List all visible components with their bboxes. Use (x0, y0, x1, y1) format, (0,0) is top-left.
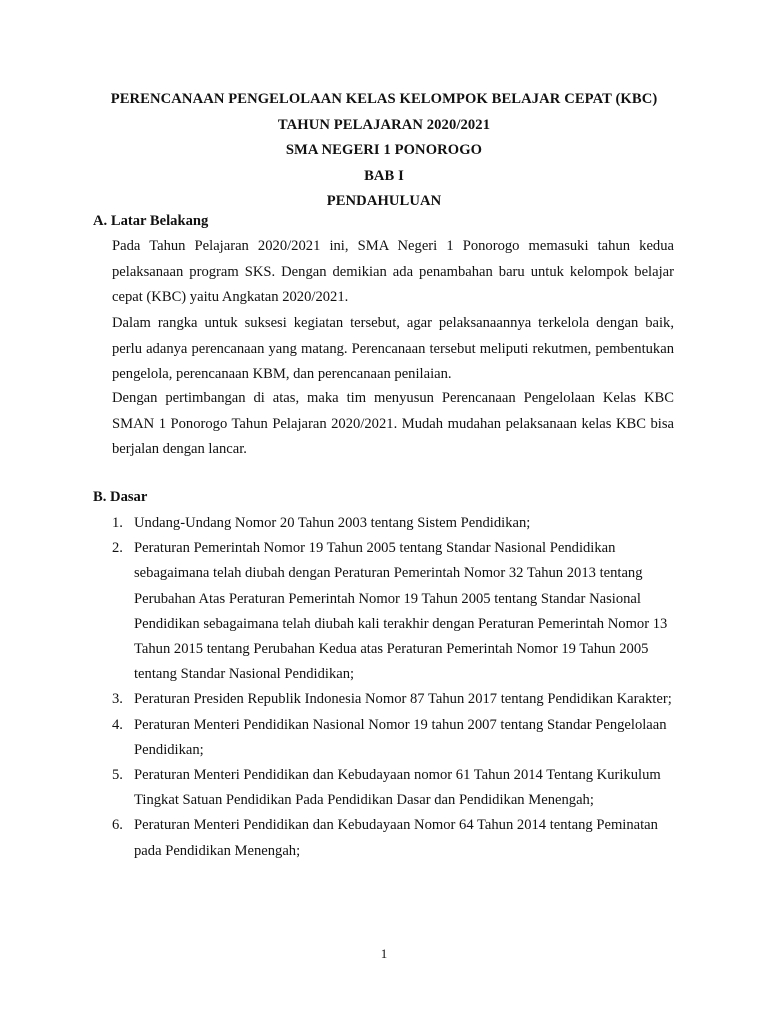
section-a-heading: A. Latar Belakang (93, 213, 209, 229)
title-line-1: PERENCANAAN PENGELOLAAN KELAS KELOMPOK BELAJAR CEPAT (KBC) (110, 91, 658, 107)
section-b-heading: B. Dasar (93, 489, 148, 505)
list-item-number: 4. (112, 716, 123, 733)
list-item (112, 536, 672, 687)
list-item-text: Peraturan Menteri Pendidikan Nasional Nomor 19 tahun 2007 tentang Standar Pengelolaan Pendidikan; (134, 716, 667, 758)
background-paragraph-1: Pada Tahun Pelajaran 2020/2021 ini, SMA Negeri 1 Ponorogo memasuki tahun kedua pelaksanaan program SKS. Dengan demikian ada penambahan baru untuk kelompok belajar cepat (KBC) yaitu Angkatan 2020/2021. (112, 238, 674, 306)
list-item (112, 813, 672, 863)
legal-basis-list (112, 511, 672, 864)
background-paragraph-3: Dengan pertimbangan di atas, maka tim menyusun Perencanaan Pengelolaan Kelas KBC SMAN 1 Ponorogo Tahun Pelajaran 2020/2021. Mudah mudahan pelaksanaan kelas KBC bisa berjalan dengan lancar. (112, 390, 674, 458)
list-item (112, 713, 672, 763)
list-item-number: 2. (112, 540, 123, 557)
list-item-number: 1. (112, 515, 123, 531)
list-item (112, 511, 672, 536)
chapter-title: PENDAHULUAN (326, 193, 442, 209)
document-title (0, 87, 768, 215)
list-item (112, 763, 672, 813)
page-number: 1 (380, 946, 388, 961)
list-item-number: 5. (112, 767, 123, 784)
list-item-text: Undang-Undang Nomor 20 Tahun 2003 tentang Sistem Pendidikan; (134, 515, 531, 531)
list-item-text: Peraturan Menteri Pendidikan dan Kebudayaan nomor 61 Tahun 2014 Tentang Kurikulum Tingkat Satuan Pendidikan Pada Pendidikan Dasar dan Pendidikan Menengah; (134, 767, 661, 809)
list-item-number: 3. (112, 691, 123, 708)
background-paragraph-2: Dalam rangka untuk suksesi kegiatan tersebut, agar pelaksanaannya terkelola dengan baik, perlu adanya perencanaan yang matang. Perencanaan tersebut meliputi rekutmen, pembentukan pengelola, perencanaan KBM, dan perencanaan penilaian. (112, 315, 674, 383)
list-item (112, 687, 672, 712)
list-item-text: Peraturan Presiden Republik Indonesia Nomor 87 Tahun 2017 tentang Pendidikan Karakter; (134, 691, 672, 708)
title-line-3: SMA NEGERI 1 PONOROGO (285, 142, 483, 158)
list-item-text: Peraturan Menteri Pendidikan dan Kebudayaan Nomor 64 Tahun 2014 tentang Peminatan pada Pendidikan Menengah; (134, 817, 658, 859)
chapter-number: BAB I (364, 167, 404, 184)
list-item-number: 6. (112, 817, 123, 834)
title-line-2: TAHUN PELAJARAN 2020/2021 (277, 116, 491, 133)
list-item-text: Peraturan Pemerintah Nomor 19 Tahun 2005 tentang Standar Nasional Pendidikan sebagaimana telah diubah dengan Peraturan Pemerintah Nomor 32 Tahun 2013 tentang Perubahan Atas Peraturan Pemerintah Nomor 19 Tahun 2005 tentang Standar Nasional Pendidikan sebagaimana telah diubah kali terakhir dengan Peraturan Pemerintah Nomor 13 Tahun 2015 tentang Perubahan Kedua atas Peraturan Pemerintah Nomor 19 Tahun 2005 tentang Standar Nasional Pendidikan; (134, 540, 668, 683)
